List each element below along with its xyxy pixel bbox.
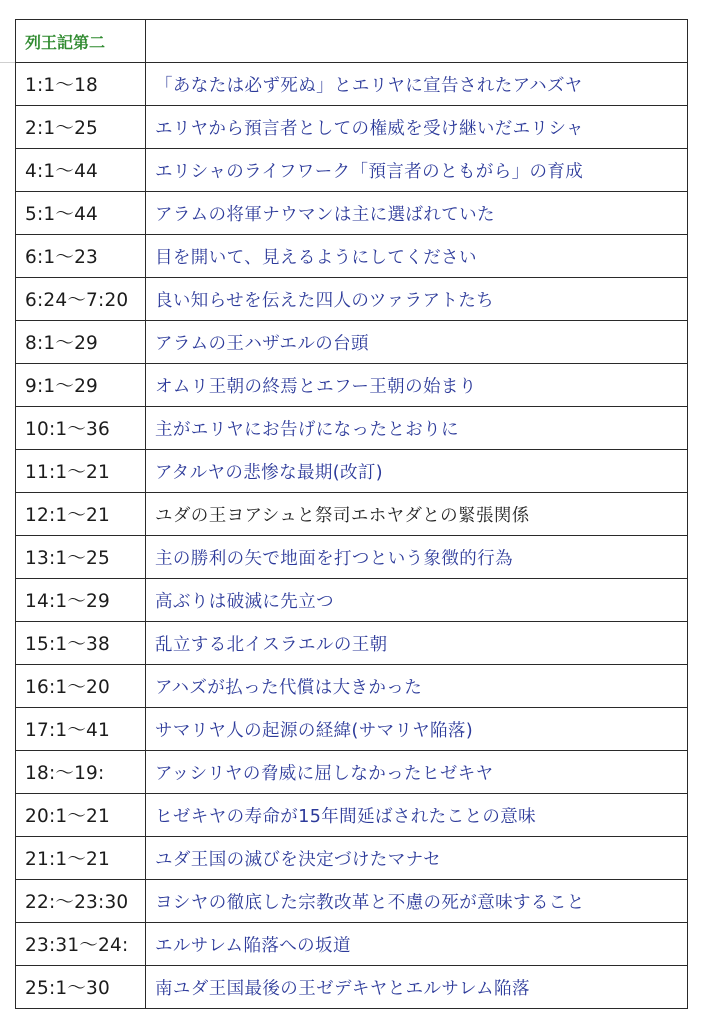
chapter-reference: 18:〜19: [16, 751, 146, 794]
sermon-title-link[interactable]: 「あなたは必ず死ぬ」とエリヤに宣告されたアハズヤ [146, 63, 688, 106]
chapter-reference: 13:1〜25 [16, 536, 146, 579]
sermon-title-link[interactable]: 良い知らせを伝えた四人のツァラアトたち [146, 278, 688, 321]
chapter-reference: 23:31〜24: [16, 923, 146, 966]
chapter-reference: 25:1〜30 [16, 966, 146, 1009]
chapter-reference: 12:1〜21 [16, 493, 146, 536]
table-row [16, 579, 688, 622]
sermon-title-link[interactable]: オムリ王朝の終焉とエフー王朝の始まり [146, 364, 688, 407]
chapter-reference: 1:1〜18 [16, 63, 146, 106]
sermon-title-link[interactable]: エリシャのライフワーク「預言者のともがら」の育成 [146, 149, 688, 192]
page-edge-line [0, 62, 16, 63]
sermon-title-link[interactable]: アタルヤの悲惨な最期(改訂) [146, 450, 688, 493]
table-row [16, 278, 688, 321]
chapter-reference: 14:1〜29 [16, 579, 146, 622]
book-title: 列王記第二 [16, 20, 146, 63]
table-row [16, 794, 688, 837]
chapter-reference: 8:1〜29 [16, 321, 146, 364]
table-body [16, 20, 688, 1009]
chapter-reference: 5:1〜44 [16, 192, 146, 235]
chapter-reference: 6:1〜23 [16, 235, 146, 278]
table-row [16, 708, 688, 751]
sermon-title-link[interactable]: 主がエリヤにお告げになったとおりに [146, 407, 688, 450]
table-row [16, 364, 688, 407]
sermon-title: ユダの王ヨアシュと祭司エホヤダとの緊張関係 [146, 493, 688, 536]
chapter-reference: 4:1〜44 [16, 149, 146, 192]
sermon-title-link[interactable]: ヨシヤの徹底した宗教改革と不慮の死が意味すること [146, 880, 688, 923]
table-row [16, 493, 688, 536]
chapter-index-table [15, 19, 688, 1009]
table-row [16, 321, 688, 364]
chapter-reference: 22:〜23:30 [16, 880, 146, 923]
chapter-reference: 17:1〜41 [16, 708, 146, 751]
chapter-reference: 10:1〜36 [16, 407, 146, 450]
table-row [16, 536, 688, 579]
sermon-title-link[interactable]: 高ぶりは破滅に先立つ [146, 579, 688, 622]
chapter-reference: 6:24〜7:20 [16, 278, 146, 321]
sermon-title-link[interactable]: エルサレム陥落への坂道 [146, 923, 688, 966]
header-right-cell [146, 20, 688, 63]
sermon-title-link[interactable]: 主の勝利の矢で地面を打つという象徴的行為 [146, 536, 688, 579]
table-row [16, 837, 688, 880]
table-row [16, 235, 688, 278]
chapter-reference: 16:1〜20 [16, 665, 146, 708]
chapter-reference: 21:1〜21 [16, 837, 146, 880]
table-row [16, 923, 688, 966]
chapter-reference: 11:1〜21 [16, 450, 146, 493]
sermon-title-link[interactable]: サマリヤ人の起源の経緯(サマリヤ陥落) [146, 708, 688, 751]
table-row [16, 880, 688, 923]
table-row [16, 407, 688, 450]
sermon-title-link[interactable]: ヒゼキヤの寿命が15年間延ばされたことの意味 [146, 794, 688, 837]
sermon-title-link[interactable]: アハズが払った代償は大きかった [146, 665, 688, 708]
sermon-title-link[interactable]: エリヤから預言者としての権威を受け継いだエリシャ [146, 106, 688, 149]
table-row [16, 106, 688, 149]
sermon-title-link[interactable]: 南ユダ王国最後の王ゼデキヤとエルサレム陥落 [146, 966, 688, 1009]
table-row [16, 966, 688, 1009]
sermon-title-link[interactable]: アラムの将軍ナウマンは主に選ばれていた [146, 192, 688, 235]
table-row [16, 192, 688, 235]
sermon-title-link[interactable]: アッシリヤの脅威に屈しなかったヒゼキヤ [146, 751, 688, 794]
sermon-title-link[interactable]: 目を開いて、見えるようにしてください [146, 235, 688, 278]
chapter-reference: 20:1〜21 [16, 794, 146, 837]
table-row [16, 63, 688, 106]
table-row [16, 622, 688, 665]
chapter-reference: 15:1〜38 [16, 622, 146, 665]
table-row [16, 149, 688, 192]
chapter-reference: 2:1〜25 [16, 106, 146, 149]
table-row [16, 665, 688, 708]
table-header-row [16, 20, 688, 63]
sermon-title-link[interactable]: アラムの王ハザエルの台頭 [146, 321, 688, 364]
table-row [16, 751, 688, 794]
sermon-title-link[interactable]: 乱立する北イスラエルの王朝 [146, 622, 688, 665]
chapter-reference: 9:1〜29 [16, 364, 146, 407]
table-row [16, 450, 688, 493]
sermon-title-link[interactable]: ユダ王国の滅びを決定づけたマナセ [146, 837, 688, 880]
